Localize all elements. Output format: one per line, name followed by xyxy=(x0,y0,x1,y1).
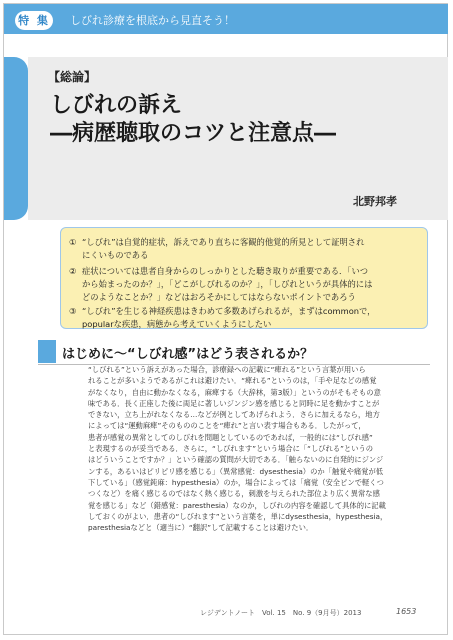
article-title-line2: ―病歴聴取のコツと注意点― xyxy=(50,121,337,146)
summary-line: 症状については患者自身からのしっかりとした聴き取りが重要である．「いつ xyxy=(82,266,369,276)
body-line: つくなど）を痛く感じるのではなく熱く感じる，刺激を与えられた部位より広く異常な感 xyxy=(88,489,380,499)
body-line: paresthesiaなどと（適当に）“翻訳”して記載することは避けたい． xyxy=(88,523,314,533)
body-line: 覚を感じる」など（錯感覚：paresthesia）なのか，しびれの内容を確認して具体的に記載 xyxy=(88,500,386,510)
body-line: しておくのがよい．患者の“しびれます”という言葉を，単にdysesthesia，hypesthesia， xyxy=(88,511,388,521)
body-line: によっては“運動麻痺”そのもののことを“痺れ”と言い表す場合もある．したがって， xyxy=(88,421,366,431)
journal-citation: レジデントノート Vol. 15 No. 9（9月号）2013 xyxy=(200,609,362,617)
section-title: はじめに～“しびれ感”はどう表されるか？ xyxy=(62,347,314,362)
body-line: 患者が感覚の異常としてのしびれを問題としているのであれば，一般的には“しびれ感” xyxy=(88,432,373,442)
body-line: ンする，あるいはピリピリ感を感じる」（異常感覚：dysesthesia）のか「触覚や痛覚が低 xyxy=(88,466,384,476)
article-title-line1: しびれの訴え xyxy=(50,93,183,118)
body-line: はどういうことですか？」という確認の質問が大切である．「触らないのに自発的にジンジ xyxy=(88,455,384,465)
summary-number: ③ xyxy=(69,306,77,316)
body-text xyxy=(88,364,414,533)
summary-line: どのようなことか？」などはおろそかにしてはならないポイントであろう xyxy=(82,292,356,302)
section-marker xyxy=(38,340,56,363)
summary-line: “しびれ”は自覚的症状，訴えであり直ちに客観的他覚的所見として証明され xyxy=(82,237,365,247)
feature-badge: 特 集 xyxy=(15,11,53,30)
body-line: がなくなり，自由に動かなくなる，麻痺する（大辞林，第3版）」というのがそもそもの意 xyxy=(88,387,381,397)
summary-line: popularな疾患，病態から考えていくようにしたい xyxy=(82,319,272,329)
summary-line: から始まったのか？」，「どこがしびれるのか？」，「しびれというが具体的には xyxy=(82,279,373,289)
body-line: “しびれる”という訴えがあった場合，診療録への記載に“痺れる”という言葉が用いら xyxy=(88,365,366,374)
body-line: れることが多いようであるがこれは避けたい．“痺れる”というのは，「手や足などの感覚 xyxy=(88,376,377,386)
series-title: しびれ診療を根底から見直そう！ xyxy=(70,14,235,27)
page-number: 1653 xyxy=(396,607,417,616)
title-accent-tab xyxy=(4,57,28,220)
summary-number: ② xyxy=(69,266,77,276)
body-line: と表現するのが妥当である．さらに，“しびれます”という場合に「“しびれる”というの xyxy=(88,444,374,454)
summary-number: ① xyxy=(69,237,77,247)
body-line: 下している」（感覚鈍麻：hypesthesia）のか，場合によっては「痛覚（安全ピンで軽くつ xyxy=(88,477,384,487)
article-category: 【総論】 xyxy=(48,70,97,84)
summary-box xyxy=(60,227,428,329)
summary-item-3 xyxy=(69,305,421,331)
summary-item-1 xyxy=(69,236,421,262)
author-name: 北野邦孝 xyxy=(353,195,397,208)
summary-line: にくいものである xyxy=(82,250,149,260)
body-line: できない，立ち上がれなくなる…などが例としてあげられよう．さらに加えるなら，地方 xyxy=(88,410,380,420)
body-line: 味である．長く正座した後に両足に著しいジンジン感を感じると同時に足を動かすことが xyxy=(88,398,380,408)
summary-item-2 xyxy=(69,265,421,304)
section-heading xyxy=(38,340,430,365)
summary-line: “しびれ”を生じる神経疾患はきわめて多数あげられるが，まずはcommonで， xyxy=(82,306,376,316)
